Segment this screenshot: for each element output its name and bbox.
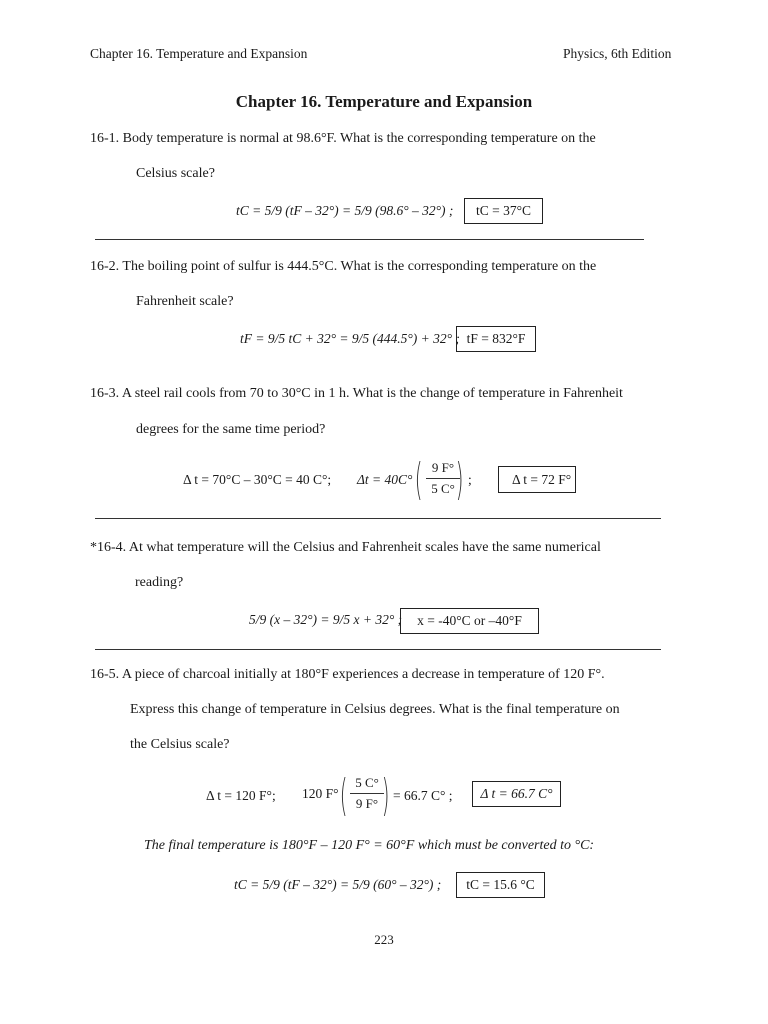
- problem-16-5-answer-box-2: [456, 872, 545, 898]
- problem-16-5-fraction: [350, 775, 384, 812]
- fraction-numerator: 5 C°: [355, 775, 379, 790]
- problem-16-4-equation: 5/9 (x – 32°) = 9/5 x + 32° ;: [249, 612, 403, 627]
- divider: [95, 649, 661, 650]
- problem-16-5-answer: Δ t = 66.7 C°: [480, 786, 553, 801]
- problem-16-5-answer-box: [472, 781, 561, 807]
- left-paren: (: [339, 770, 348, 821]
- problem-16-2-text: 16-2. The boiling point of sulfur is 444.5°C. What is the corresponding temperature on the: [90, 259, 597, 274]
- page-number: 223: [374, 932, 394, 947]
- fraction-bar: [350, 793, 384, 794]
- problem-16-1-text-cont: Celsius scale?: [136, 166, 215, 181]
- problem-16-4-answer-box: [400, 608, 539, 634]
- problem-16-1-text: 16-1. Body temperature is normal at 98.6°F. What is the corresponding temperature on the: [90, 131, 596, 146]
- divider: [95, 239, 644, 240]
- problem-16-4-text: *16-4. At what temperature will the Celsius and Fahrenheit scales have the same numerical: [90, 540, 601, 555]
- problem-16-2-equation: tF = 9/5 tC + 32° = 9/5 (444.5°) + 32° ;: [240, 331, 460, 346]
- problem-16-3-equation-b: Δt = 40C°: [357, 472, 413, 487]
- problem-16-3-equation-end: ;: [468, 472, 472, 487]
- problem-16-5-note: The final temperature is 180°F – 120 F° = 60°F which must be converted to °C:: [144, 838, 595, 853]
- right-paren: ): [381, 770, 390, 821]
- right-paren: ): [455, 454, 464, 505]
- problem-16-2-answer: tF = 832°F: [466, 331, 526, 346]
- problem-16-3-text-cont: degrees for the same time period?: [136, 422, 326, 437]
- running-header-left: Chapter 16. Temperature and Expansion: [90, 46, 308, 61]
- problem-16-5-answer-2: tC = 15.6 °C: [466, 877, 535, 892]
- fraction-denominator: 5 C°: [431, 481, 455, 496]
- problem-16-5-text-cont-2: the Celsius scale?: [130, 737, 230, 752]
- problem-16-5-equation-2: tC = 5/9 (tF – 32°) = 5/9 (60° – 32°) ;: [234, 877, 442, 892]
- fraction-denominator: 9 F°: [355, 796, 379, 811]
- problem-16-5-equation-end: = 66.7 C° ;: [393, 788, 453, 803]
- problem-16-1-answer: tC = 37°C: [475, 203, 532, 218]
- problem-16-1-answer-box: [464, 198, 543, 224]
- problem-16-2-answer-box: [456, 326, 536, 352]
- problem-16-3-answer: Δ t = 72 F°: [512, 471, 572, 487]
- problem-16-5-equation-b: 120 F°: [302, 786, 339, 801]
- problem-16-5-text-cont: Express this change of temperature in Celsius degrees. What is the final temperature on: [130, 702, 620, 717]
- divider: [95, 518, 661, 519]
- problem-16-3-equation-a: Δ t = 70°C – 30°C = 40 C°;: [183, 472, 332, 487]
- problem-16-4-text-cont: reading?: [135, 575, 184, 590]
- left-paren: (: [414, 454, 423, 505]
- problem-16-1-equation: tC = 5/9 (tF – 32°) = 5/9 (98.6° – 32°) ;: [236, 203, 454, 218]
- problem-16-5-text: 16-5. A piece of charcoal initially at 180°F experiences a decrease in temperature of 120 F°.: [90, 667, 605, 682]
- fraction-numerator: 9 F°: [431, 460, 455, 475]
- problem-16-4-answer: x = -40°C or –40°F: [417, 613, 522, 628]
- problem-16-2-text-cont: Fahrenheit scale?: [136, 294, 234, 309]
- problem-16-3-text: 16-3. A steel rail cools from 70 to 30°C in 1 h. What is the change of temperature in Fahrenheit: [90, 386, 623, 401]
- chapter-title: Chapter 16. Temperature and Expansion: [235, 92, 533, 111]
- problem-16-3-answer-box: [498, 466, 576, 493]
- running-header-right: Physics, 6th Edition: [563, 46, 672, 61]
- problem-16-5-equation-a: Δ t = 120 F°;: [206, 788, 276, 803]
